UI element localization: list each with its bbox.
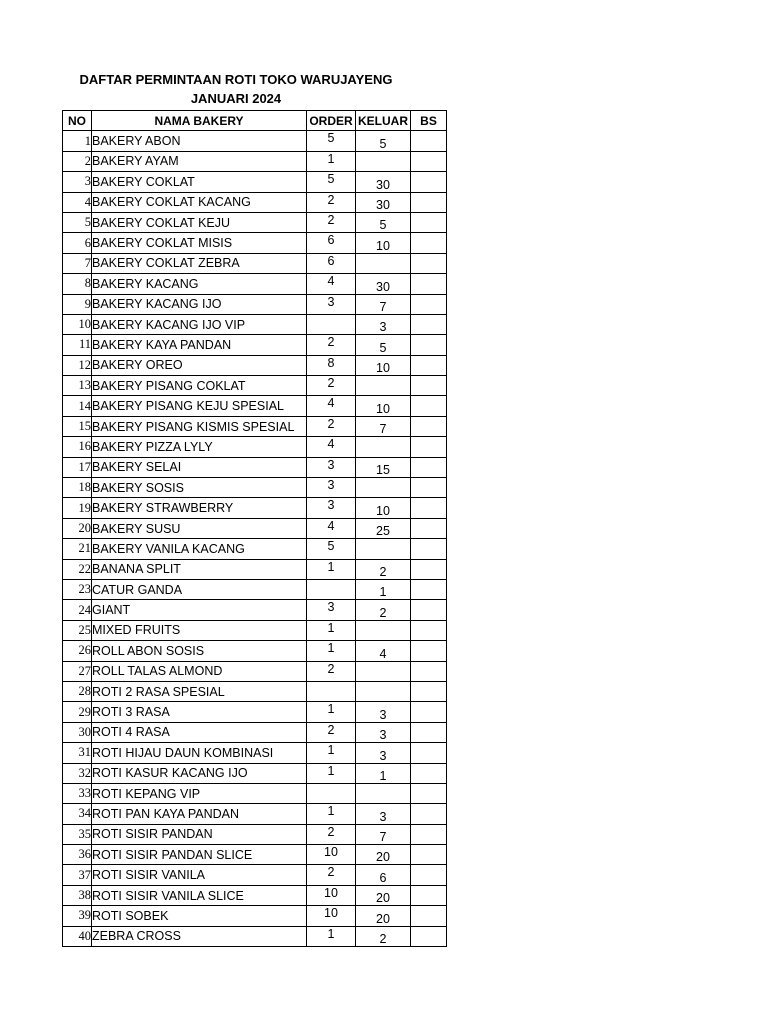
cell-no: 30 [63,722,92,742]
cell-order: 2 [307,824,356,844]
cell-bs [411,457,447,477]
cell-keluar [356,681,411,701]
table-row [63,335,447,355]
cell-keluar [356,539,411,559]
cell-bs [411,172,447,192]
table-row [63,906,447,926]
cell-bs [411,212,447,232]
cell-no: 18 [63,478,92,498]
table-row [63,885,447,905]
cell-bs [411,396,447,416]
cell-bs [411,294,447,314]
cell-keluar: 15 [356,457,411,477]
cell-bs [411,151,447,171]
cell-bs [411,620,447,640]
cell-order: 2 [307,376,356,396]
cell-name: BAKERY KACANG IJO VIP [92,314,307,334]
cell-order: 8 [307,355,356,375]
cell-keluar [356,478,411,498]
cell-no: 29 [63,702,92,722]
table-row [63,294,447,314]
header-name: NAMA BAKERY [92,111,307,131]
table-row [63,681,447,701]
cell-bs [411,804,447,824]
cell-no: 23 [63,579,92,599]
cell-name: BAKERY COKLAT KEJU [92,212,307,232]
cell-no: 25 [63,620,92,640]
table-row [63,824,447,844]
cell-no: 19 [63,498,92,518]
cell-order: 10 [307,885,356,905]
cell-bs [411,885,447,905]
cell-order: 2 [307,192,356,212]
cell-no: 21 [63,539,92,559]
table-row [63,437,447,457]
table-row [63,498,447,518]
cell-keluar: 2 [356,559,411,579]
table-row [63,192,447,212]
table-row [63,233,447,253]
cell-bs [411,131,447,151]
cell-keluar [356,661,411,681]
cell-order: 1 [307,151,356,171]
table-row [63,539,447,559]
cell-no: 12 [63,355,92,375]
cell-name: BAKERY SELAI [92,457,307,477]
cell-bs [411,559,447,579]
cell-no: 6 [63,233,92,253]
cell-keluar: 25 [356,518,411,538]
cell-name: BAKERY COKLAT MISIS [92,233,307,253]
table-row [63,376,447,396]
cell-bs [411,253,447,273]
cell-keluar: 30 [356,192,411,212]
cell-bs [411,539,447,559]
table-row [63,172,447,192]
cell-name: ROTI 2 RASA SPESIAL [92,681,307,701]
cell-keluar: 6 [356,865,411,885]
table-row [63,600,447,620]
cell-bs [411,274,447,294]
cell-keluar: 30 [356,274,411,294]
cell-bs [411,376,447,396]
cell-keluar: 7 [356,416,411,436]
table-row [63,559,447,579]
cell-no: 26 [63,641,92,661]
title-line-1: DAFTAR PERMINTAAN ROTI TOKO WARUJAYENG [79,72,393,87]
cell-name: MIXED FRUITS [92,620,307,640]
cell-keluar [356,620,411,640]
cell-order: 10 [307,845,356,865]
table-row [63,722,447,742]
cell-keluar: 2 [356,926,411,946]
cell-keluar: 1 [356,763,411,783]
cell-no: 4 [63,192,92,212]
header-row [63,111,447,131]
cell-bs [411,498,447,518]
cell-bs [411,743,447,763]
cell-name: BAKERY OREO [92,355,307,375]
cell-bs [411,661,447,681]
cell-name: BAKERY SUSU [92,518,307,538]
cell-bs [411,355,447,375]
table-row [63,763,447,783]
cell-no: 16 [63,437,92,457]
cell-no: 28 [63,681,92,701]
cell-bs [411,314,447,334]
cell-order: 4 [307,518,356,538]
cell-order [307,314,356,334]
cell-bs [411,783,447,803]
cell-bs [411,865,447,885]
table-row [63,804,447,824]
table-row [63,702,447,722]
cell-order: 4 [307,396,356,416]
cell-no: 33 [63,783,92,803]
cell-order: 10 [307,906,356,926]
cell-name: ROTI SISIR VANILA [92,865,307,885]
cell-keluar: 20 [356,845,411,865]
table-row [63,661,447,681]
cell-name: BAKERY VANILA KACANG [92,539,307,559]
cell-name: BAKERY COKLAT KACANG [92,192,307,212]
cell-order: 1 [307,926,356,946]
cell-keluar: 3 [356,722,411,742]
table-row [63,845,447,865]
table-row [63,396,447,416]
cell-no: 5 [63,212,92,232]
table-row [63,274,447,294]
header-keluar: KELUAR [356,111,411,131]
cell-keluar: 2 [356,600,411,620]
cell-name: BAKERY KACANG [92,274,307,294]
cell-name: BAKERY AYAM [92,151,307,171]
cell-name: ROTI 3 RASA [92,702,307,722]
cell-name: CATUR GANDA [92,579,307,599]
cell-bs [411,845,447,865]
document-title [62,70,410,108]
cell-no: 36 [63,845,92,865]
cell-order: 2 [307,212,356,232]
cell-no: 14 [63,396,92,416]
title-line-2: JANUARI 2024 [190,91,282,106]
cell-order: 5 [307,131,356,151]
table-row [63,478,447,498]
cell-name: BANANA SPLIT [92,559,307,579]
table-row [63,783,447,803]
cell-name: BAKERY KAYA PANDAN [92,335,307,355]
cell-keluar: 7 [356,294,411,314]
table-row [63,416,447,436]
cell-bs [411,192,447,212]
cell-no: 40 [63,926,92,946]
cell-order: 3 [307,600,356,620]
cell-keluar: 3 [356,743,411,763]
cell-name: ROTI KEPANG VIP [92,783,307,803]
cell-order: 6 [307,253,356,273]
cell-name: GIANT [92,600,307,620]
cell-order: 1 [307,763,356,783]
cell-name: ROTI 4 RASA [92,722,307,742]
cell-bs [411,906,447,926]
table-row [63,865,447,885]
cell-name: ROLL ABON SOSIS [92,641,307,661]
cell-no: 8 [63,274,92,294]
header-no: NO [63,111,92,131]
cell-bs [411,763,447,783]
table-row [63,457,447,477]
cell-no: 34 [63,804,92,824]
cell-no: 1 [63,131,92,151]
cell-bs [411,478,447,498]
cell-no: 10 [63,314,92,334]
cell-keluar: 20 [356,906,411,926]
cell-no: 24 [63,600,92,620]
cell-no: 17 [63,457,92,477]
cell-name: ROTI KASUR KACANG IJO [92,763,307,783]
cell-order [307,579,356,599]
cell-keluar [356,437,411,457]
cell-order: 2 [307,416,356,436]
cell-name: BAKERY PISANG KISMIS SPESIAL [92,416,307,436]
table-header [63,111,447,131]
cell-name: ROTI SISIR VANILA SLICE [92,885,307,905]
cell-order: 5 [307,172,356,192]
table-row [63,314,447,334]
cell-no: 15 [63,416,92,436]
cell-bs [411,579,447,599]
bakery-order-table [62,110,447,947]
table-row [63,131,447,151]
cell-keluar: 5 [356,335,411,355]
cell-bs [411,335,447,355]
cell-name: BAKERY SOSIS [92,478,307,498]
cell-no: 3 [63,172,92,192]
cell-no: 9 [63,294,92,314]
table-row [63,212,447,232]
cell-keluar: 10 [356,498,411,518]
cell-bs [411,824,447,844]
cell-no: 39 [63,906,92,926]
cell-keluar: 10 [356,233,411,253]
table-row [63,355,447,375]
cell-order: 6 [307,233,356,253]
cell-no: 35 [63,824,92,844]
cell-keluar [356,783,411,803]
cell-bs [411,681,447,701]
cell-bs [411,641,447,661]
cell-name: BAKERY ABON [92,131,307,151]
cell-bs [411,600,447,620]
table-row [63,151,447,171]
cell-name: BAKERY KACANG IJO [92,294,307,314]
cell-bs [411,518,447,538]
cell-no: 27 [63,661,92,681]
table-row [63,641,447,661]
table-row [63,926,447,946]
cell-no: 11 [63,335,92,355]
cell-no: 31 [63,743,92,763]
table-row [63,518,447,538]
cell-order: 2 [307,865,356,885]
cell-keluar: 5 [356,212,411,232]
cell-name: ROLL TALAS ALMOND [92,661,307,681]
cell-order: 2 [307,722,356,742]
cell-no: 37 [63,865,92,885]
cell-name: BAKERY PISANG COKLAT [92,376,307,396]
cell-order: 3 [307,498,356,518]
cell-keluar: 10 [356,396,411,416]
cell-keluar: 4 [356,641,411,661]
table-row [63,253,447,273]
cell-bs [411,722,447,742]
cell-name: BAKERY STRAWBERRY [92,498,307,518]
table-body [63,131,447,947]
cell-order: 5 [307,539,356,559]
cell-no: 32 [63,763,92,783]
cell-name: BAKERY PISANG KEJU SPESIAL [92,396,307,416]
cell-bs [411,233,447,253]
cell-order: 1 [307,743,356,763]
cell-keluar: 30 [356,172,411,192]
cell-name: ROTI SISIR PANDAN SLICE [92,845,307,865]
cell-order: 2 [307,661,356,681]
cell-no: 7 [63,253,92,273]
cell-keluar [356,151,411,171]
cell-name: ROTI SOBEK [92,906,307,926]
cell-order: 1 [307,641,356,661]
table-row [63,743,447,763]
cell-keluar [356,376,411,396]
cell-order: 1 [307,620,356,640]
table-row [63,579,447,599]
cell-order: 3 [307,294,356,314]
cell-name: BAKERY COKLAT [92,172,307,192]
cell-bs [411,926,447,946]
cell-order [307,783,356,803]
cell-order: 3 [307,457,356,477]
cell-name: BAKERY COKLAT ZEBRA [92,253,307,273]
cell-no: 38 [63,885,92,905]
cell-order: 1 [307,559,356,579]
cell-name: ROTI PAN KAYA PANDAN [92,804,307,824]
cell-order [307,681,356,701]
cell-name: BAKERY PIZZA LYLY [92,437,307,457]
cell-order: 1 [307,702,356,722]
cell-keluar: 7 [356,824,411,844]
cell-order: 3 [307,478,356,498]
table-row [63,620,447,640]
cell-keluar [356,253,411,273]
cell-name: ROTI HIJAU DAUN KOMBINASI [92,743,307,763]
cell-no: 22 [63,559,92,579]
cell-name: ROTI SISIR PANDAN [92,824,307,844]
cell-keluar: 10 [356,355,411,375]
cell-name: ZEBRA CROSS [92,926,307,946]
header-order: ORDER [307,111,356,131]
cell-order: 2 [307,335,356,355]
cell-no: 13 [63,376,92,396]
cell-keluar: 3 [356,314,411,334]
cell-keluar: 3 [356,804,411,824]
cell-no: 20 [63,518,92,538]
cell-keluar: 1 [356,579,411,599]
cell-keluar: 3 [356,702,411,722]
cell-no: 2 [63,151,92,171]
header-bs: BS [411,111,447,131]
cell-keluar: 5 [356,131,411,151]
cell-order: 4 [307,437,356,457]
cell-keluar: 20 [356,885,411,905]
cell-bs [411,437,447,457]
cell-order: 1 [307,804,356,824]
cell-bs [411,702,447,722]
cell-bs [411,416,447,436]
cell-order: 4 [307,274,356,294]
